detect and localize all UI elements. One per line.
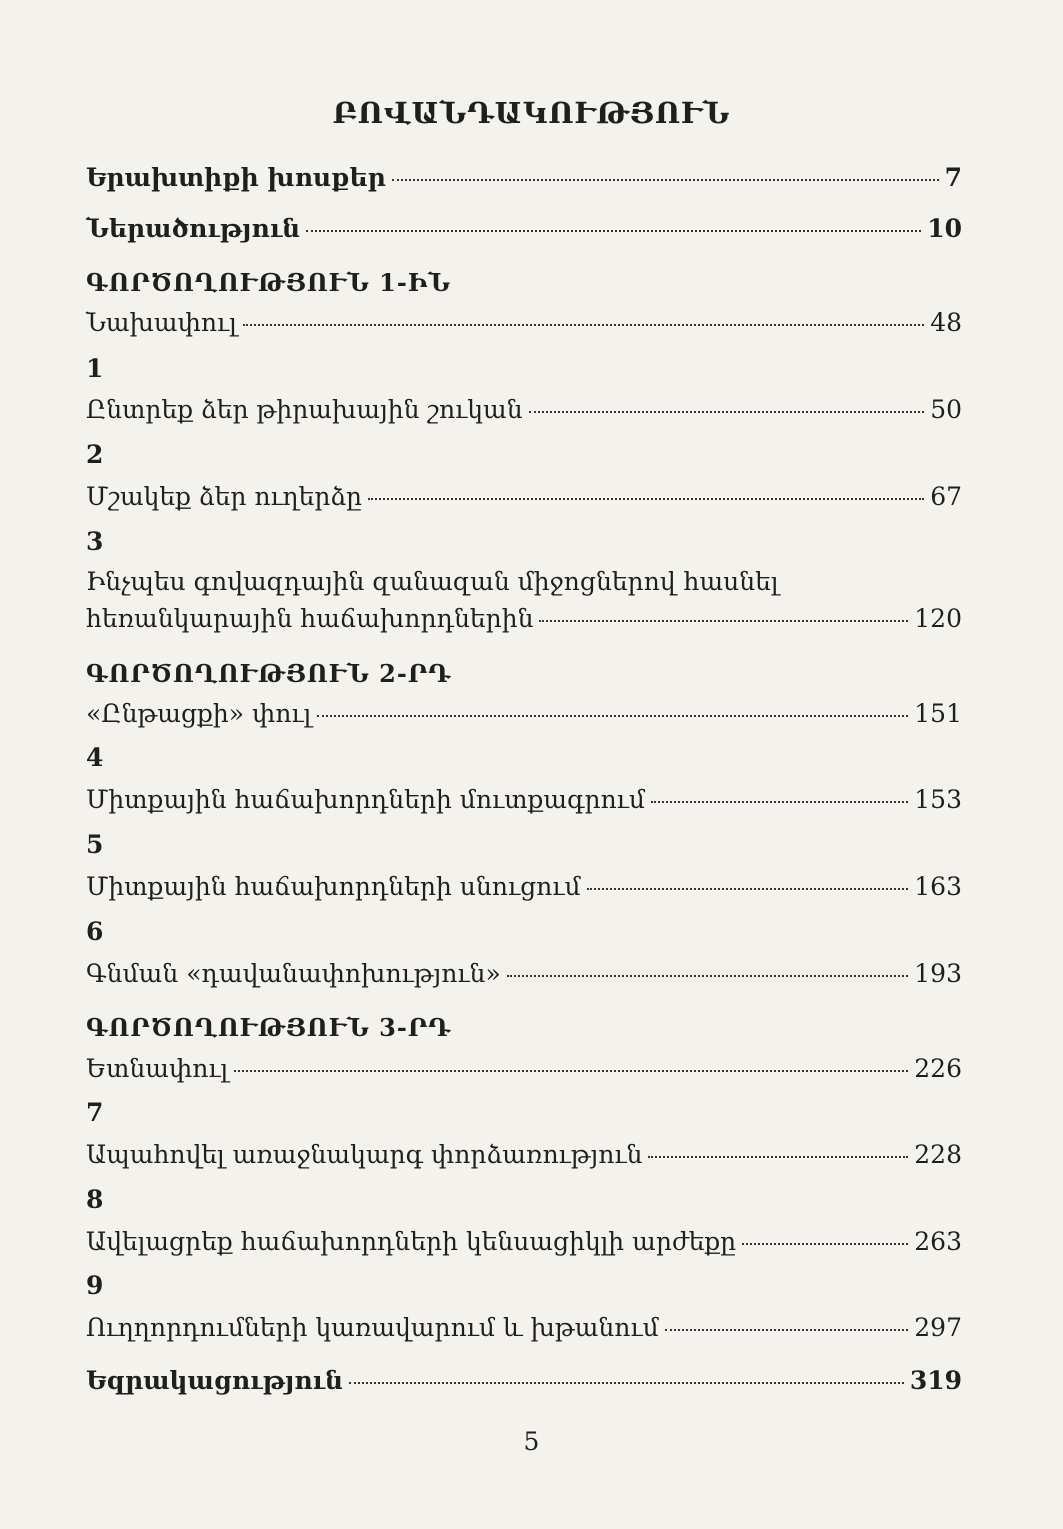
toc-entry-text: Ապահովել առաջնակարգ փորձառություն bbox=[86, 1140, 643, 1169]
toc-page-number: 48 bbox=[930, 308, 962, 337]
toc-page-number: 7 bbox=[944, 163, 962, 192]
toc-entry-text: Գնման «դավանափոխություն» bbox=[86, 959, 501, 988]
toc-entry-text: Ընտրեք ձեր թիրախային շուկան bbox=[86, 395, 523, 424]
toc-entry-text: Միտքային հաճախորդների մուտքագրում bbox=[86, 785, 645, 814]
chapter-number: 3 bbox=[86, 527, 104, 556]
toc-entry-text: հեռանկարային հաճախորդներին bbox=[86, 604, 534, 633]
toc-entry[interactable] bbox=[86, 1140, 962, 1170]
toc-entry[interactable] bbox=[86, 959, 962, 989]
leader-dots bbox=[539, 620, 908, 622]
toc-entry[interactable] bbox=[86, 1227, 962, 1257]
leader-dots bbox=[368, 498, 924, 500]
toc-page-number: 263 bbox=[914, 1227, 962, 1256]
chapter-number: 6 bbox=[86, 917, 104, 946]
chapter-number: 2 bbox=[86, 440, 104, 469]
toc-entry-conclusion[interactable] bbox=[86, 1366, 962, 1396]
toc-entry[interactable] bbox=[86, 872, 962, 902]
toc-entry[interactable] bbox=[86, 308, 962, 338]
toc-entry-acknowledgements[interactable] bbox=[86, 163, 962, 193]
leader-dots bbox=[234, 1070, 908, 1072]
leader-dots bbox=[317, 715, 908, 717]
chapter-number: 8 bbox=[86, 1185, 104, 1214]
page-title: ԲՈՎԱՆԴԱԿՈՒԹՅՈՒՆ bbox=[332, 96, 731, 130]
toc-entry[interactable] bbox=[86, 395, 962, 425]
section-heading: ԳՈՐԾՈՂՈՒԹՅՈՒՆ 3-ՐԴ bbox=[86, 1013, 452, 1042]
toc-entry-text: Ուղղորդումների կառավարում և խթանում bbox=[86, 1313, 659, 1342]
toc-entry-text: Միտքային հաճախորդների սնուցում bbox=[86, 872, 581, 901]
section-heading: ԳՈՐԾՈՂՈՒԹՅՈՒՆ 1-ԻՆ bbox=[86, 268, 452, 297]
toc-entry-text: Եզրակացություն bbox=[86, 1366, 343, 1395]
page-number: 5 bbox=[523, 1427, 540, 1456]
toc-page-number: 120 bbox=[914, 604, 962, 633]
toc-entry-text: Ավելացրեք հաճախորդների կենսացիկլի արժեքը bbox=[86, 1227, 737, 1256]
toc-entry[interactable] bbox=[86, 482, 962, 512]
leader-dots bbox=[507, 975, 909, 977]
toc-page-number: 10 bbox=[927, 214, 962, 243]
toc-entry[interactable] bbox=[86, 785, 962, 815]
toc-entry-text: Նախափուլ bbox=[86, 308, 237, 337]
chapter-number: 4 bbox=[86, 743, 104, 772]
toc-entry[interactable] bbox=[86, 699, 962, 729]
leader-dots bbox=[648, 1156, 908, 1158]
toc-entry-text: Երախտիքի խոսքեր bbox=[86, 163, 386, 192]
chapter-number: 9 bbox=[86, 1271, 104, 1300]
toc-page-number: 297 bbox=[914, 1313, 962, 1342]
toc-page-number: 153 bbox=[914, 785, 962, 814]
leader-dots bbox=[529, 411, 925, 413]
toc-page-number: 67 bbox=[930, 482, 962, 511]
toc-page-number: 319 bbox=[909, 1366, 962, 1395]
toc-page-number: 50 bbox=[930, 395, 962, 424]
leader-dots bbox=[392, 179, 939, 181]
toc-entry-introduction[interactable] bbox=[86, 214, 962, 244]
leader-dots bbox=[349, 1382, 904, 1384]
toc-entry-text: Ետնափուլ bbox=[86, 1054, 229, 1083]
toc-page-number: 163 bbox=[914, 872, 962, 901]
leader-dots bbox=[243, 324, 924, 326]
toc-entry[interactable] bbox=[86, 604, 962, 634]
toc-entry-text: Մշակեք ձեր ուղերձը bbox=[86, 482, 363, 511]
toc-page-number: 193 bbox=[914, 959, 962, 988]
chapter-number: 7 bbox=[86, 1098, 104, 1127]
toc-page-number: 228 bbox=[914, 1140, 962, 1169]
toc-entry-text: «Ընթացքի» փուլ bbox=[86, 699, 312, 728]
toc-entry-line: Ինչպես գովազդային զանազան միջոցներով հասնել bbox=[86, 567, 779, 596]
toc-page-number: 151 bbox=[914, 699, 962, 728]
toc-entry-text: Ներածություն bbox=[86, 214, 301, 243]
section-heading: ԳՈՐԾՈՂՈՒԹՅՈՒՆ 2-ՐԴ bbox=[86, 659, 452, 688]
leader-dots bbox=[587, 888, 909, 890]
leader-dots bbox=[742, 1243, 908, 1245]
chapter-number: 1 bbox=[86, 354, 104, 383]
toc-entry[interactable] bbox=[86, 1313, 962, 1343]
leader-dots bbox=[665, 1329, 909, 1331]
leader-dots bbox=[306, 230, 921, 232]
toc-entry[interactable] bbox=[86, 1054, 962, 1084]
toc-page-number: 226 bbox=[914, 1054, 962, 1083]
chapter-number: 5 bbox=[86, 830, 104, 859]
leader-dots bbox=[651, 801, 908, 803]
